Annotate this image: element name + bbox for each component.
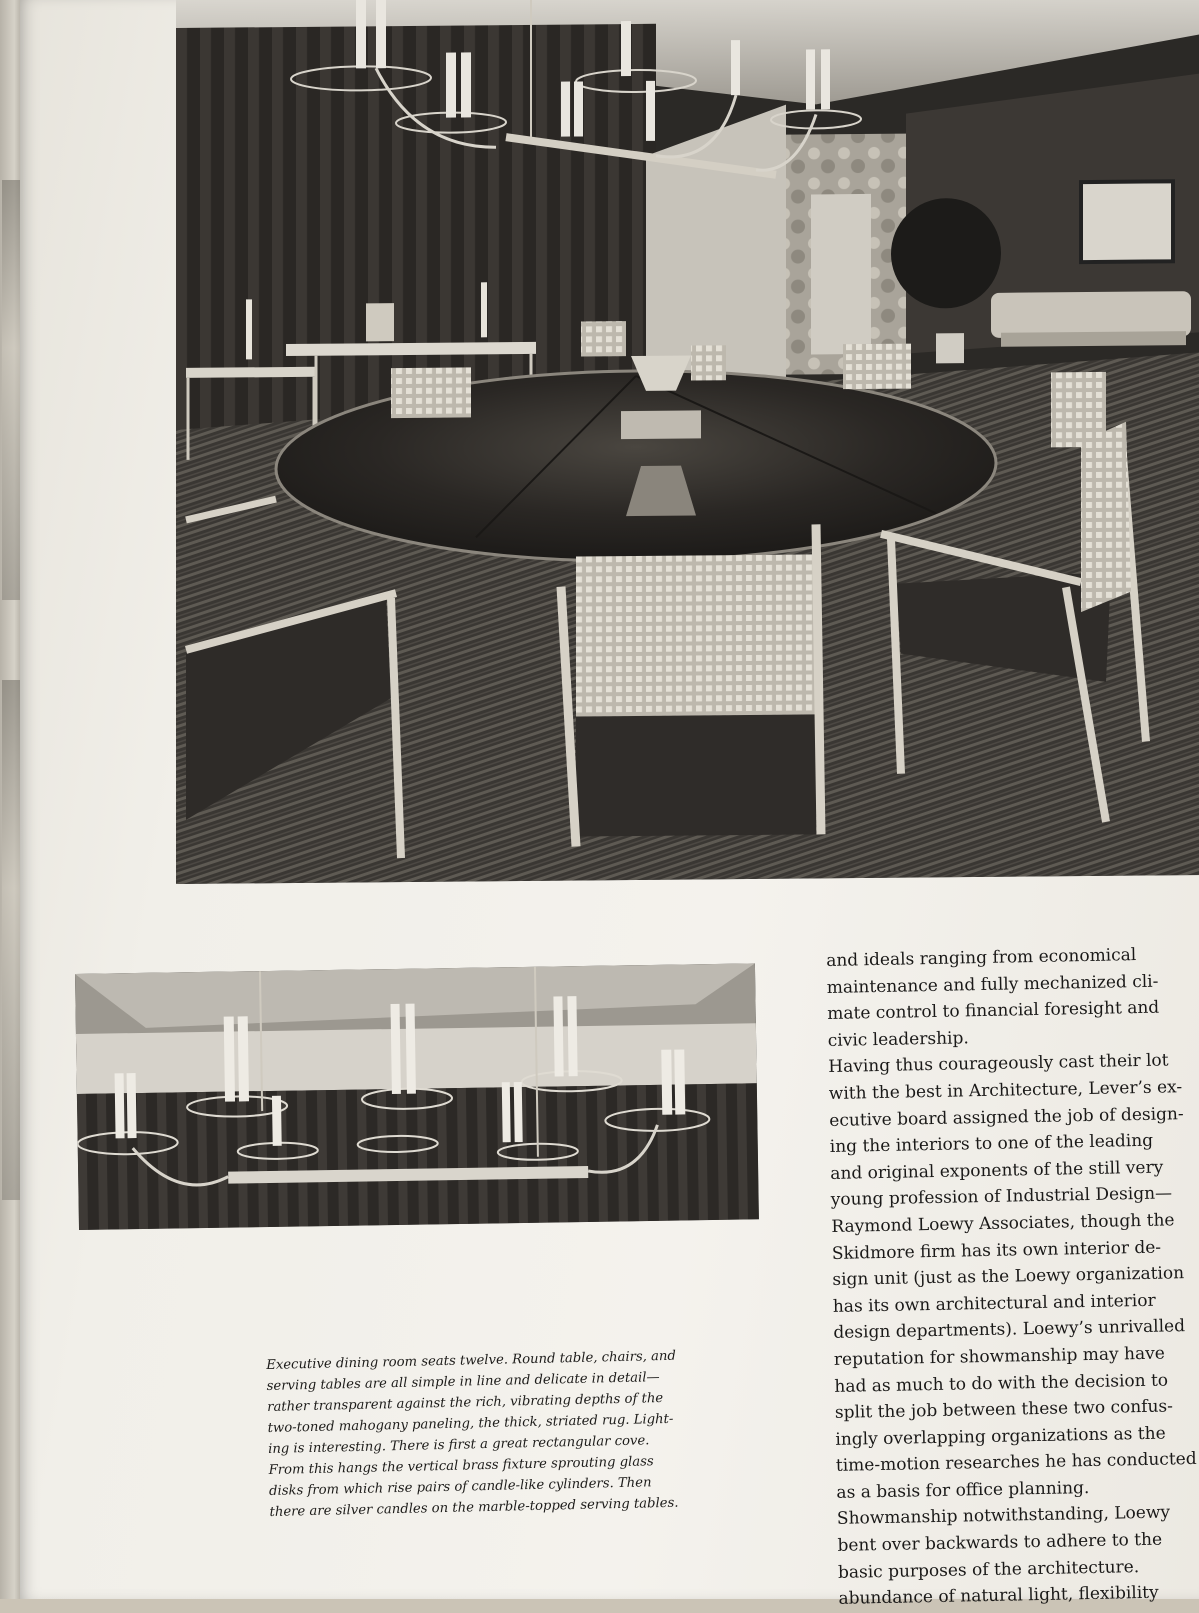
article-body-column — [826, 941, 1199, 1613]
body-line: had as much to do with the decision to — [834, 1370, 1169, 1397]
adjacent-page-strip — [2, 180, 20, 600]
body-line: basic purposes of the architecture. — [837, 1556, 1140, 1583]
caption-line: rather transparent against the rich, vibrating depths of the — [267, 1391, 664, 1415]
body-line: time-motion researches he has conducted — [835, 1449, 1197, 1477]
photo-caption — [266, 1344, 770, 1523]
body-line: Showmanship notwithstanding, Loewy — [836, 1502, 1171, 1530]
body-line: with the best in Architecture, Lever’s ex- — [828, 1077, 1183, 1104]
light-fixture-photo — [75, 963, 759, 1230]
body-line: as a basis for office planning. — [836, 1477, 1090, 1503]
body-line: sign unit (just as the Loewy organization — [832, 1263, 1185, 1291]
adjacent-page-strip — [2, 680, 20, 1200]
body-line: and original exponents of the still very — [830, 1157, 1164, 1184]
caption-line: serving tables are all simple in line and delicate in detail— — [266, 1370, 660, 1394]
caption-line: disks from which rise pairs of candle-like cylinders. Then — [268, 1475, 652, 1499]
body-line: design departments). Loewy’s unrivalled — [833, 1316, 1186, 1344]
body-line: bent over backwards to adhere to the — [837, 1529, 1163, 1556]
caption-line: there are silver candles on the marble-topped serving tables. — [269, 1495, 679, 1520]
body-line: civic leadership. — [827, 1028, 969, 1051]
body-line: Raymond Loewy Associates, though the — [831, 1210, 1175, 1237]
body-line: maintenance and fully mechanized cli- — [826, 971, 1159, 998]
body-line: ingly overlapping organizations as the — [835, 1423, 1166, 1450]
body-line: ing the interiors to one of the leading — [829, 1130, 1154, 1158]
body-line: young profession of Industrial Design— — [830, 1183, 1173, 1211]
body-line: and ideals ranging from economical — [826, 945, 1137, 971]
caption-line: Executive dining room seats twelve. Round table, chairs, and — [266, 1348, 677, 1373]
caption-line: ing is interesting. There is first a great rectangular cove. — [267, 1433, 650, 1457]
body-line: abundance of natural light, flexibility — [838, 1582, 1159, 1610]
body-line: split the job between these two confus- — [834, 1396, 1174, 1424]
caption-line: two-toned mahogany paneling, the thick, striated rug. Light- — [267, 1411, 674, 1436]
body-line: reputation for showmanship may have — [833, 1343, 1166, 1370]
dining-room-photo — [176, 0, 1199, 884]
body-line: has its own architectural and interior — [832, 1290, 1156, 1317]
body-line: Having thus courageously cast their lot — [828, 1050, 1169, 1078]
caption-line: From this hangs the vertical brass fixture sprouting glass — [268, 1454, 654, 1478]
body-line: mate control to financial foresight and — [827, 997, 1160, 1025]
body-line: ecutive board assigned the job of design- — [829, 1103, 1184, 1131]
body-line: Skidmore firm has its own interior de- — [831, 1237, 1162, 1264]
